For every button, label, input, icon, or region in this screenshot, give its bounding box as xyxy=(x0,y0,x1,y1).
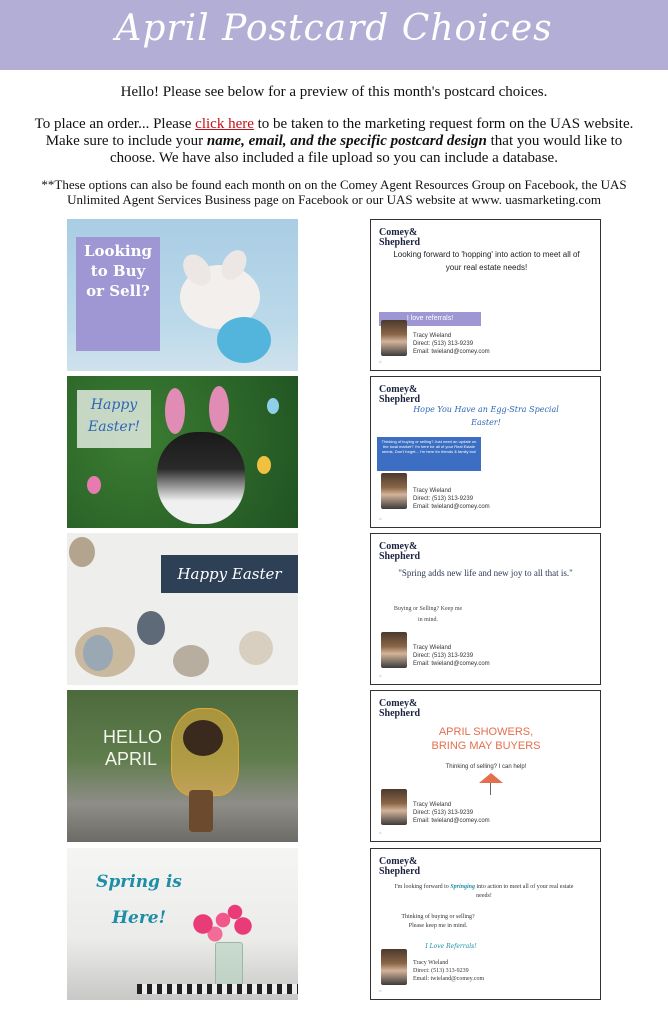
postcard-4-front[interactable] xyxy=(67,690,298,842)
back-headline: Hope You Have an Egg-Stra Special Easter! xyxy=(413,405,559,427)
easter-egg xyxy=(173,645,209,677)
company-logo: Comey& Shepherd xyxy=(379,698,421,719)
header-banner xyxy=(0,0,668,70)
dog-legs xyxy=(189,790,213,832)
click-here-link[interactable]: click here xyxy=(195,116,254,132)
equal-housing-icon: ⌂ xyxy=(379,359,382,364)
back-sub: Thinking of selling? I can help! xyxy=(445,764,527,770)
front-text-2: Here! xyxy=(111,908,167,928)
umbrella-icon xyxy=(479,773,503,783)
back-sub: Buying or Selling? Keep me in mind. xyxy=(393,606,463,623)
agent-info: Tracy Wieland Direct: (513) 313-9239 Email: twieland@comey.com xyxy=(413,960,485,982)
order-text-mid: to be taken to the marketing request form on the UAS website. Make sure to include your xyxy=(45,116,634,149)
agent-info: Tracy Wieland Direct: (513) 313-9239 Email: twieland@comey.com xyxy=(413,333,490,355)
agent-photo xyxy=(381,789,407,825)
intro-text: Hello! Please see below for a preview of this month's postcard choices. xyxy=(120,84,548,100)
easter-egg xyxy=(217,317,271,363)
back-headline-2: BRING MAY BUYERS xyxy=(431,740,541,752)
order-text-post: that you would like to choose. We have also included a file upload so you can include a database. xyxy=(110,133,623,166)
postcard-2-front[interactable] xyxy=(67,376,298,528)
company-logo: Comey& Shepherd xyxy=(379,384,421,405)
front-text: Happy Easter! xyxy=(88,397,140,435)
company-logo: Comey& Shepherd xyxy=(379,856,421,877)
agent-info: Tracy Wieland Direct: (513) 313-9239 Email: twieland@comey.com xyxy=(413,645,490,667)
postcard-4-back[interactable] xyxy=(370,690,601,842)
front-text-1: HELLO xyxy=(103,727,163,747)
front-text: Looking to Buy or Sell? xyxy=(83,242,153,300)
postcard-5-front[interactable] xyxy=(67,848,298,1000)
equal-housing-icon: ⌂ xyxy=(379,516,382,521)
back-message: Looking forward to 'hopping' into action to meet all of your real estate needs! xyxy=(393,250,580,272)
dog-face xyxy=(183,720,223,756)
agent-photo xyxy=(381,632,407,668)
postcard-1-front[interactable] xyxy=(67,219,298,371)
easter-egg xyxy=(83,635,113,671)
postcard-3-front[interactable] xyxy=(67,533,298,685)
equal-housing-icon: ⌂ xyxy=(379,830,382,835)
order-text-pre: To place an order... Please xyxy=(34,116,196,132)
referrals-script: I Love Referrals! xyxy=(425,943,477,950)
agent-photo xyxy=(381,473,407,509)
agent-info: Tracy Wieland Direct: (513) 313-9239 Email: twieland@comey.com xyxy=(413,488,490,510)
postcard-5-back[interactable] xyxy=(370,848,601,1000)
company-logo: Comey& Shepherd xyxy=(379,541,421,562)
easter-egg xyxy=(137,611,165,645)
agent-photo xyxy=(381,949,407,985)
availability-note: **These options can also be found each month on on the Comey Agent Resources Group on Facebook, the UAS Unlimited Agent Services Business page on Facebook or our UAS website at www. uasmarketing.com xyxy=(41,177,627,207)
dog-illustration xyxy=(157,432,245,524)
springing-script: Springing xyxy=(450,884,475,890)
back-message: I'm looking forward to Springing into action to meet all of your real estate needs! xyxy=(394,884,574,899)
postcard-1-back[interactable] xyxy=(370,219,601,371)
easter-egg xyxy=(87,476,101,494)
referral-banner: I love referrals! xyxy=(379,312,481,326)
umbrella-handle xyxy=(490,783,491,795)
back-message-panel: Thinking of buying or selling? Just need an update on the local market? I'm here for all of your Real Estate needs. Don't forget... I'm here for friends & family too! xyxy=(377,437,481,471)
postcard-2-back[interactable] xyxy=(370,376,601,528)
flower-vase xyxy=(215,942,243,988)
front-text-1: Spring is xyxy=(96,872,182,892)
postcard-3-back[interactable] xyxy=(370,533,601,685)
bunny-ears-headband-2 xyxy=(209,386,229,432)
equal-housing-icon: ⌂ xyxy=(379,988,382,993)
front-text-2: APRIL xyxy=(104,749,158,769)
easter-egg xyxy=(239,631,273,665)
agent-info: Tracy Wieland Direct: (513) 313-9239 Email: twieland@comey.com xyxy=(413,802,490,824)
bunny-ears-headband xyxy=(165,388,185,434)
company-logo: Comey& Shepherd xyxy=(379,227,421,248)
agent-photo xyxy=(381,320,407,356)
order-instructions xyxy=(24,116,644,167)
equal-housing-icon: ⌂ xyxy=(379,673,382,678)
back-sub: Thinking of buying or selling? Please keep me in mind. xyxy=(401,914,475,929)
easter-egg xyxy=(257,456,271,474)
back-headline-1: APRIL SHOWERS, xyxy=(438,726,534,738)
page-title: April Postcard Choices xyxy=(115,8,553,49)
order-required-fields: name, email, and the specific postcard design xyxy=(206,133,487,149)
table-runner xyxy=(137,984,298,994)
easter-egg xyxy=(267,398,279,414)
back-quote: "Spring adds new life and new joy to all that is." xyxy=(398,568,573,578)
front-text: Happy Easter xyxy=(177,565,282,583)
tulip-flowers xyxy=(187,904,267,944)
easter-egg xyxy=(69,537,95,567)
